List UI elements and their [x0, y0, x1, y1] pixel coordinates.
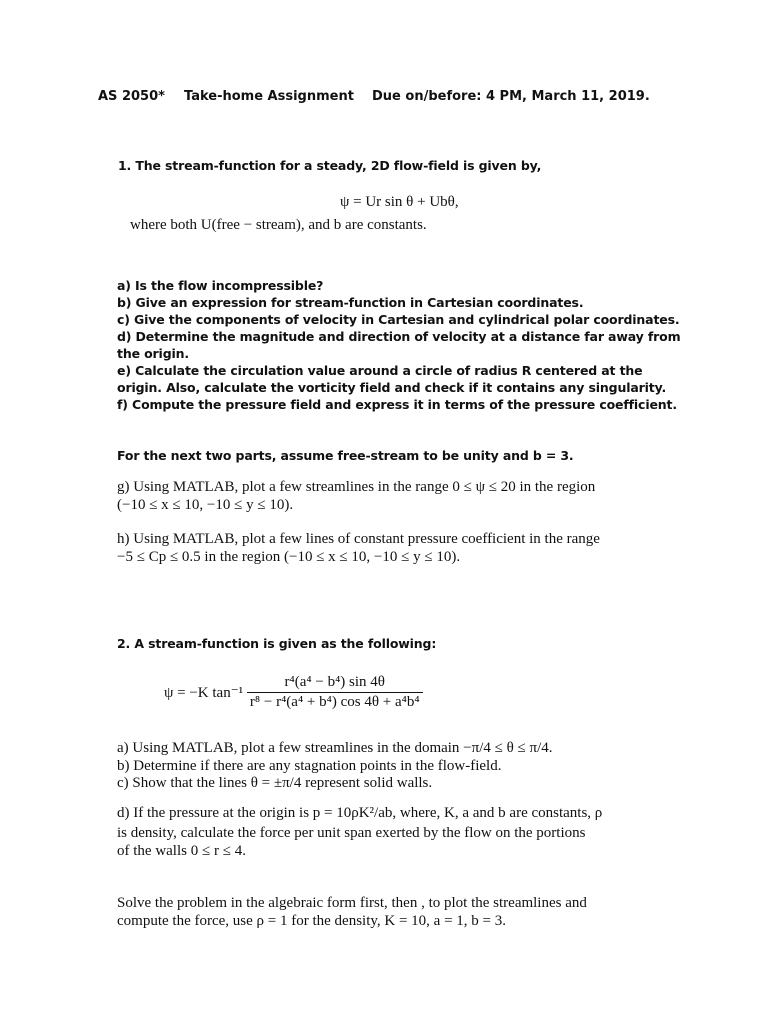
course-code: AS 2050*	[98, 89, 165, 104]
q2-part-d-cont: is density, calculate the force per unit span exerted by the flow on the portions	[117, 825, 586, 841]
q2-part-d-cont2: of the walls 0 ≤ r ≤ 4.	[117, 843, 246, 859]
q2-equation-lhs: ψ = −K tan⁻¹	[164, 685, 244, 701]
q1-assumption: For the next two parts, assume free-stream to be unity and b = 3.	[117, 448, 574, 463]
q2-part-a: a) Using MATLAB, plot a few streamlines in the domain −π/4 ≤ θ ≤ π/4.	[117, 740, 553, 756]
q2-part-d: d) If the pressure at the origin is p = 10ρK²/ab, where, K, a and b are constants, ρ	[117, 805, 603, 821]
q1-part-b: b) Give an expression for stream-function in Cartesian coordinates.	[117, 295, 584, 310]
q2-equation-numerator: r⁴(a⁴ − b⁴) sin 4θ	[247, 674, 423, 693]
q1-part-h-cont: −5 ≤ Cp ≤ 0.5 in the region (−10 ≤ x ≤ 10, −10 ≤ y ≤ 10).	[117, 549, 461, 565]
q2-equation-denominator: r⁸ − r⁴(a⁴ + b⁴) cos 4θ + a⁴b⁴	[249, 694, 420, 710]
q1-part-c: c) Give the components of velocity in Cartesian and cylindrical polar coordinates.	[117, 312, 680, 327]
q2-solve-note: Solve the problem in the algebraic form first, then , to plot the streamlines and	[117, 895, 587, 911]
q1-part-h: h) Using MATLAB, plot a few lines of constant pressure coefficient in the range	[117, 531, 600, 547]
assignment-title: Take-home Assignment	[184, 89, 354, 104]
q2-equation-fraction	[247, 674, 423, 711]
q1-part-d: d) Determine the magnitude and direction of velocity at a distance far away from	[117, 329, 681, 344]
due-date: Due on/before: 4 PM, March 11, 2019.	[372, 89, 650, 104]
q1-part-e: e) Calculate the circulation value around a circle of radius R centered at the	[117, 363, 643, 378]
q1-equation	[340, 194, 459, 211]
q2-part-c: c) Show that the lines θ = ±π/4 represent solid walls.	[117, 775, 433, 791]
q1-part-e-cont: origin. Also, calculate the vorticity field and check if it contains any singularity.	[117, 380, 667, 395]
q1-part-g-cont: (−10 ≤ x ≤ 10, −10 ≤ y ≤ 10).	[117, 497, 294, 513]
q2-part-b: b) Determine if there are any stagnation points in the flow-field.	[117, 758, 502, 774]
q1-equation-text: ψ = Ur sin θ + Ubθ,	[340, 194, 459, 210]
q1-part-f: f) Compute the pressure field and express it in terms of the pressure coefficient.	[117, 397, 677, 412]
q1-part-g: g) Using MATLAB, plot a few streamlines in the range 0 ≤ ψ ≤ 20 in the region	[117, 479, 596, 495]
q2-intro: 2. A stream-function is given as the following:	[117, 636, 437, 651]
q2-solve-note-cont: compute the force, use ρ = 1 for the density, K = 10, a = 1, b = 3.	[117, 913, 507, 929]
q2-equation	[164, 674, 423, 711]
q1-intro: 1. The stream-function for a steady, 2D flow-field is given by,	[118, 158, 542, 173]
q1-part-a: a) Is the flow incompressible?	[117, 278, 324, 293]
q1-where: where both U(free − stream), and b are constants.	[130, 217, 427, 233]
q1-part-d-cont: the origin.	[117, 346, 189, 361]
